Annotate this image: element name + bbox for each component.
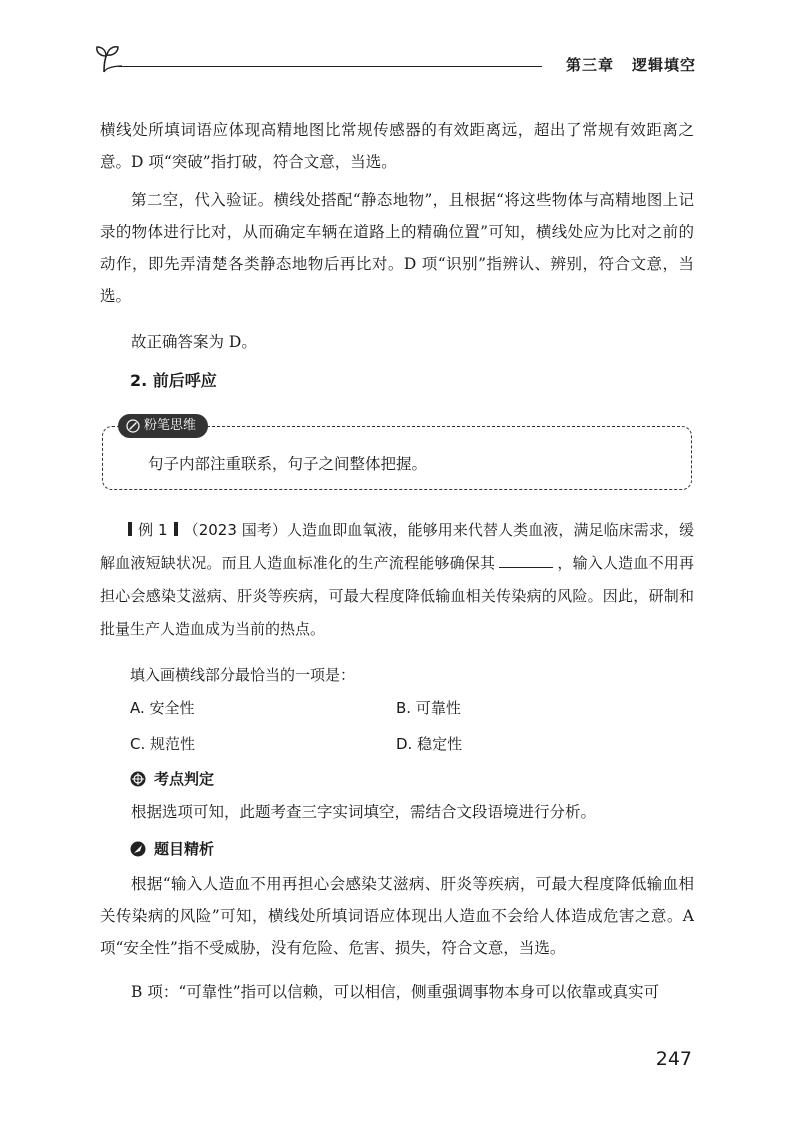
option-b: B. 可靠性 [396,699,461,717]
section-heading: 2. 前后呼应 [130,371,217,390]
page-header [94,44,696,78]
point-heading-label: 考点判定 [154,770,215,788]
question-prompt: 填入画横线部分最恰当的一项是： [130,666,356,684]
paragraph-2: 第二空，代入验证。横线处搭配“静态地物”，且根据“将这些物体与高精地图上记录的物体进行比对，从而确定车辆在道路上的精确位置”可知，横线处应为比对之前的动作，即先弄清楚各类静态地物后再比对。D 项“识别”指辨认、辨别，符合文意，当选。 [100,191,694,305]
detail-heading [130,838,214,859]
pencil-icon [126,419,140,433]
thinking-text: 句子内部注重联系，句子之间整体把握。 [148,455,428,473]
header-rule [118,66,542,67]
detail-heading-label: 题目精析 [154,840,215,858]
thinking-badge-label: 粉笔思维 [144,418,197,433]
chapter-name: 逻辑填空 [631,56,696,74]
example-source: （2023 国考） [183,521,287,539]
sprout-icon [94,44,122,74]
point-text: 根据选项可知，此题考查三字实词填空，需结合文段语境进行分析。 [131,803,597,821]
detail-text-2: B 项：“可靠性”指可以信赖，可以相信，侧重强调事物本身可以依靠或真实可 [131,983,660,1001]
paragraph-1: 横线处所填词语应体现高精地图比常规传感器的有效距离远，超出了常规有效距离之意。D 项“突破”指打破，符合文意，当选。 [100,121,694,171]
example-text [100,514,694,646]
chapter-title [566,54,696,75]
example-mark-left [128,522,132,536]
option-a: A. 安全性 [130,699,195,717]
point-heading [130,768,214,789]
example-mark-right [174,522,178,536]
compass-icon [130,841,146,857]
paragraph-3: 故正确答案为 D。 [131,333,257,351]
thinking-badge [118,414,208,438]
option-c: C. 规范性 [130,735,196,753]
option-d: D. 稳定性 [396,735,463,753]
detail-text-1: 根据“输入人造血不用再担心会感染艾滋病、肝炎等疾病，可最大程度降低输血相关传染病的风险”可知，横线处所填词语应体现出人造血不会给人体造成危害之意。A 项“安全性”指不受威胁，没有危险、危害、损失，符合文意，当选。 [100,875,694,957]
example-text-after: ，输入人造血不用再担心会感染艾滋病、肝炎等疾病，可最大程度降低输血相关传染病的风险。因此，研制和批量生产人造血成为当前的热点。 [100,554,694,638]
example-text-before: 人造血即血氧液，能够用来代替人类血液，满足临床需求，缓解血液短缺状况。而且人造血标准化的生产流程能够确保其 [100,521,694,572]
page-number: 247 [655,1048,692,1070]
answer-blank [499,553,553,568]
target-icon [130,771,146,787]
chapter-number: 第三章 [565,56,614,74]
example-label: 例 1 [138,521,168,539]
